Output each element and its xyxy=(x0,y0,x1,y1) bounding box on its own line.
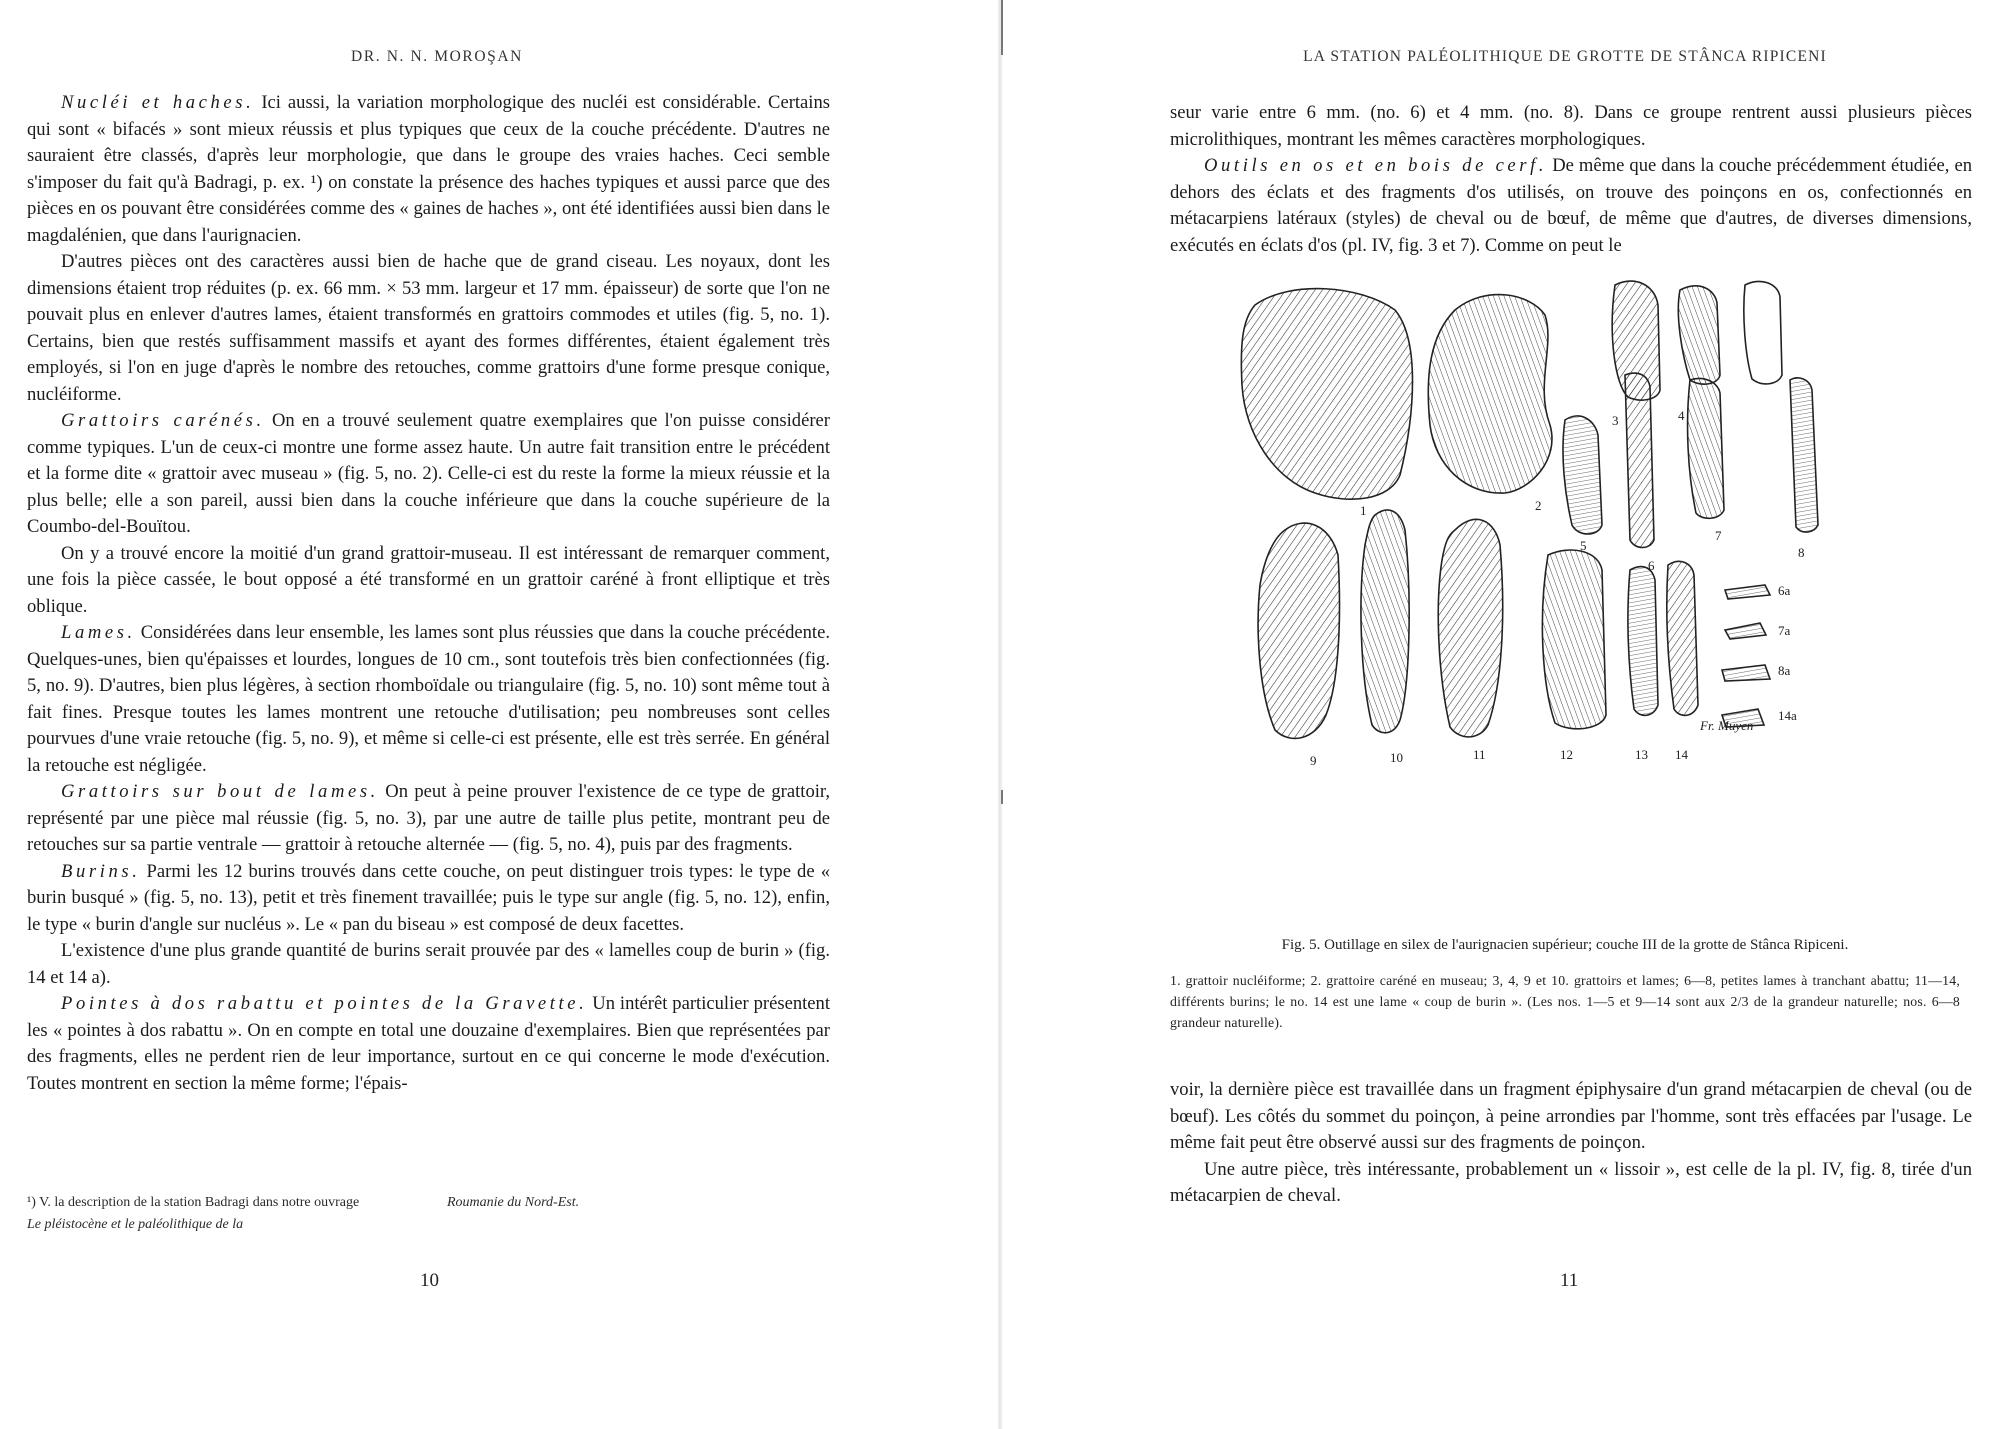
right-paragraph xyxy=(1170,153,1972,259)
paragraph-text: Un intérêt particulier présentent les « pointes à dos rabattu ». On en compte en total une douzaine d'exemplaires. Bien que représentées par des fragments, elles ne perdent rien de leur importance, surtout en ce qui concerne le mode d'exécution. Toutes montrent en section la même forme; l'épais- xyxy=(27,993,831,1094)
paragraph-text: De même que dans la couche précédemment étudiée, en dehors des éclats et des fragments d'os utilisés, on trouve des poinçons en os, confectionnés en métacarpiens latéraux (styles) de cheval ou de bœuf, de même que d'autres, de diverses dimensions, exécutés en éclats d'os (pl. IV, fig. 3 et 7). Comme on peut le xyxy=(1170,155,1972,256)
tool-4b-drawing xyxy=(1744,281,1782,384)
figure-label: 14a xyxy=(1778,708,1797,723)
tool-9-drawing xyxy=(1258,523,1339,738)
paragraph-text: On en a trouvé seulement quatre exemplaires que l'on puisse considérer comme typiques. L'un de ceux-ci montre une forme assez haute. Un autre fait transition entre le précédent et la forme dite « grattoir avec museau » (fig. 5, no. 2). Celle-ci est du reste la forme la mieux réussie et la plus belle; elle a son pareil, aussi bien dans la couche inférieure que dans la couche supérieure de la Coumbo-del-Bouïtou. xyxy=(27,410,830,537)
tool-11-drawing xyxy=(1438,519,1502,737)
left-paragraph xyxy=(27,408,830,541)
left-paragraph xyxy=(27,991,830,1097)
tool-6-drawing xyxy=(1625,373,1654,547)
right-paragraph xyxy=(1170,100,1972,153)
right-page-number: 11 xyxy=(1560,1270,1579,1291)
footnote-italic-text: Le pléistocène et le paléolithique de la xyxy=(27,1217,244,1232)
figure-label: 6a xyxy=(1778,583,1791,598)
footnote-line-2 xyxy=(27,1214,830,1236)
left-running-head: DR. N. N. MOROŞAN xyxy=(351,48,523,65)
figure-label: 14 xyxy=(1675,747,1688,762)
section-heading: Grattoirs carénés. xyxy=(61,410,265,431)
tool-4-drawing xyxy=(1678,286,1720,384)
left-paragraph xyxy=(27,938,830,991)
paragraph-text: Parmi les 12 burins trouvés dans cette couche, on peut distinguer trois types: le type de « burin busqué » (fig. 5, no. 13), petit et très finement travaillée; puis le type sur angle (fig. 5, no. 12), enfin, le type « burin d'angle sur nucléus ». Le « pan du biseau » est composé de deux facettes. xyxy=(27,860,830,935)
figure-label: 7a xyxy=(1778,623,1791,638)
section-heading: Nucléi et haches. xyxy=(61,92,255,113)
figure-label: 10 xyxy=(1390,750,1403,765)
paragraph-text: Considérées dans leur ensemble, les lames sont plus réussies que dans la couche précédente. Quelques-unes, bien qu'épaisses et lourdes, longues de 10 cm., sont toutefois très bien confectionnées (fig. 5, no. 9). D'autres, bien plus légères, à section rhomboïdale ou triangulaire (fig. 5, no. 10) sont même tout à fait fines. Presque toutes les lames montrent une retouche d'utilisation; peu nombreuses sont celles pourvues d'une vraie retouche (fig. 5, no. 9), et même si celle-ci est présente, elle est très serrée. En général la retouche est négligée. xyxy=(27,622,830,776)
paragraph-text: Une autre pièce, très intéressante, probablement un « lissoir », est celle de la pl. IV, fig. 8, tirée d'un métacarpien de cheval. xyxy=(1170,1158,1972,1206)
figure-label: 13 xyxy=(1635,747,1648,762)
left-paragraph xyxy=(27,90,830,249)
figure-caption: Fig. 5. Outillage en silex de l'aurignacien supérieur; couche III de la grotte de Stânca Ripiceni. xyxy=(1281,937,1849,953)
tool-5-drawing xyxy=(1563,416,1602,534)
paragraph-text: Ici aussi, la variation morphologique des nucléi est considérable. Certains qui sont « bifacés » sont mieux réussis et plus typiques que ceux de la couche précédente. D'autres ne sauraient être classés, d'après leur morphologie, que dans le groupe des vraies haches. Ceci semble s'imposer du fait qu'à Badragi, p. ex. ¹) on constate la présence des haches typiques et aussi parce que des pièces en os pouvant être considérées comme des « gaines de haches », ont été identifiées aussi bien dans le magdalénien, que dans l'aurignacien. xyxy=(27,92,831,246)
left-page-number: 10 xyxy=(420,1270,439,1291)
figure-label: 9 xyxy=(1310,753,1317,768)
left-body-text xyxy=(27,90,830,1097)
left-paragraph xyxy=(27,541,830,621)
section-heading: Pointes à dos rabattu et pointes de la Gravette. xyxy=(61,993,588,1014)
figure-label: 12 xyxy=(1560,747,1573,762)
figure-label: 8a xyxy=(1778,663,1791,678)
lithic-tools-drawing xyxy=(1230,275,1970,925)
right-body-text-top xyxy=(1170,100,1972,259)
tool-10-drawing xyxy=(1361,510,1409,733)
paragraph-text: D'autres pièces ont des caractères aussi bien de hache que de grand ciseau. Les noyaux, dont les dimensions étaient trop réduites (p. ex. 66 mm. × 53 mm. largeur et 17 mm. épaisseur) de sorte que l'on ne pouvait plus en enlever d'autres lames, étaient transformés en grattoirs commodes et utiles (fig. 5, no. 1). Certains, bien que restés suffisamment massifs et ayant des formes différentes, étaient également très employés, si l'on en juge d'après le nombre des retouches, comme grattoirs d'une forme presque conique, nucléiforme. xyxy=(27,251,830,405)
right-running-head: LA STATION PALÉOLITHIQUE DE GROTTE DE STÂNCA RIPICENI xyxy=(1303,48,1827,65)
section-8a-drawing xyxy=(1722,665,1770,681)
footnote-line-1 xyxy=(27,1192,830,1214)
right-body-text-bottom xyxy=(1170,1077,1972,1210)
footnote-text: ¹) V. la description de la station Badragi dans notre ouvrage xyxy=(27,1195,360,1210)
left-paragraph xyxy=(27,779,830,859)
figure-label: 2 xyxy=(1535,498,1542,513)
paragraph-text: On peut à peine prouver l'existence de ce type de grattoir, représenté par une pièce mal réussie (fig. 5, no. 3), par une autre de taille plus petite, montrant peu de retouches sur sa partie ventrale — grattoir à retouche alternée — (fig. 5, no. 4), puis par des fragments. xyxy=(27,781,831,855)
figure-label: 1 xyxy=(1360,503,1367,518)
figure-label: 8 xyxy=(1798,545,1805,560)
figure-5-illustration xyxy=(1230,275,1970,925)
figure-label: 3 xyxy=(1612,413,1619,428)
section-heading: Burins. xyxy=(61,860,141,882)
section-7a-drawing xyxy=(1725,623,1766,639)
figure-label: 4 xyxy=(1678,408,1685,423)
figure-label: 5 xyxy=(1580,538,1587,553)
right-paragraph xyxy=(1170,1077,1972,1157)
section-heading: Outils en os et en bois de cerf. xyxy=(1204,155,1548,176)
paragraph-text: seur varie entre 6 mm. (no. 6) et 4 mm. (no. 8). Dans ce groupe rentrent aussi plusieurs pièces microlithiques, montrant les mêmes caractères morphologiques. xyxy=(1170,102,1972,150)
footnote xyxy=(27,1192,830,1236)
right-paragraph xyxy=(1170,1157,1972,1210)
left-paragraph xyxy=(27,249,830,408)
paragraph-text: voir, la dernière pièce est travaillée dans un fragment épiphysaire d'un grand métacarpien de cheval (ou de bœuf). Les côtés du sommet du poinçon, à peine arrondies par l'homme, sont très effacées par l'usage. Le même fait peut être observé aussi sur des fragments de poinçon. xyxy=(1170,1079,1972,1153)
figure-label: 7 xyxy=(1715,528,1722,543)
section-heading: Grattoirs sur bout de lames. xyxy=(61,781,379,802)
section-6a-drawing xyxy=(1725,585,1770,599)
paragraph-text: L'existence d'une plus grande quantité de burins serait prouvée par des « lamelles coup de burin » (fig. 14 et 14 a). xyxy=(27,940,830,988)
tool-2-drawing xyxy=(1428,295,1552,494)
left-paragraph xyxy=(27,859,830,939)
figure-label: 6 xyxy=(1648,558,1655,573)
artist-signature: Fr. Muyen xyxy=(1700,718,1754,733)
figure-legend: 1. grattoir nucléiforme; 2. grattoire caréné en museau; 3, 4, 9 et 10. grattoirs et lames; 6—8, petites lames à tranchant abattu; 11—14, différents burins; le no. 14 est une lame « coup de burin ». (Les nos. 1—5 et 9—14 sont aux 2/3 de la grandeur naturelle; nos. 6—8 grandeur naturelle). xyxy=(1170,973,1960,1030)
tool-12-drawing xyxy=(1542,550,1606,729)
tool-7-drawing xyxy=(1688,378,1724,518)
footnote-italic-right: Roumanie du Nord-Est. xyxy=(447,1195,580,1210)
paragraph-text: On y a trouvé encore la moitié d'un grand grattoir-museau. Il est intéressant de remarquer comment, une fois la pièce cassée, le bout opposé a été transformé en un grattoir caréné à front elliptique et très oblique. xyxy=(27,542,830,617)
section-heading: Lames. xyxy=(61,622,136,643)
left-paragraph xyxy=(27,620,830,779)
tool-13-drawing xyxy=(1628,567,1658,716)
tool-14-drawing xyxy=(1667,561,1698,715)
tool-1-drawing xyxy=(1241,289,1412,500)
figure-label: 11 xyxy=(1473,747,1486,762)
tool-8-drawing xyxy=(1790,378,1818,532)
